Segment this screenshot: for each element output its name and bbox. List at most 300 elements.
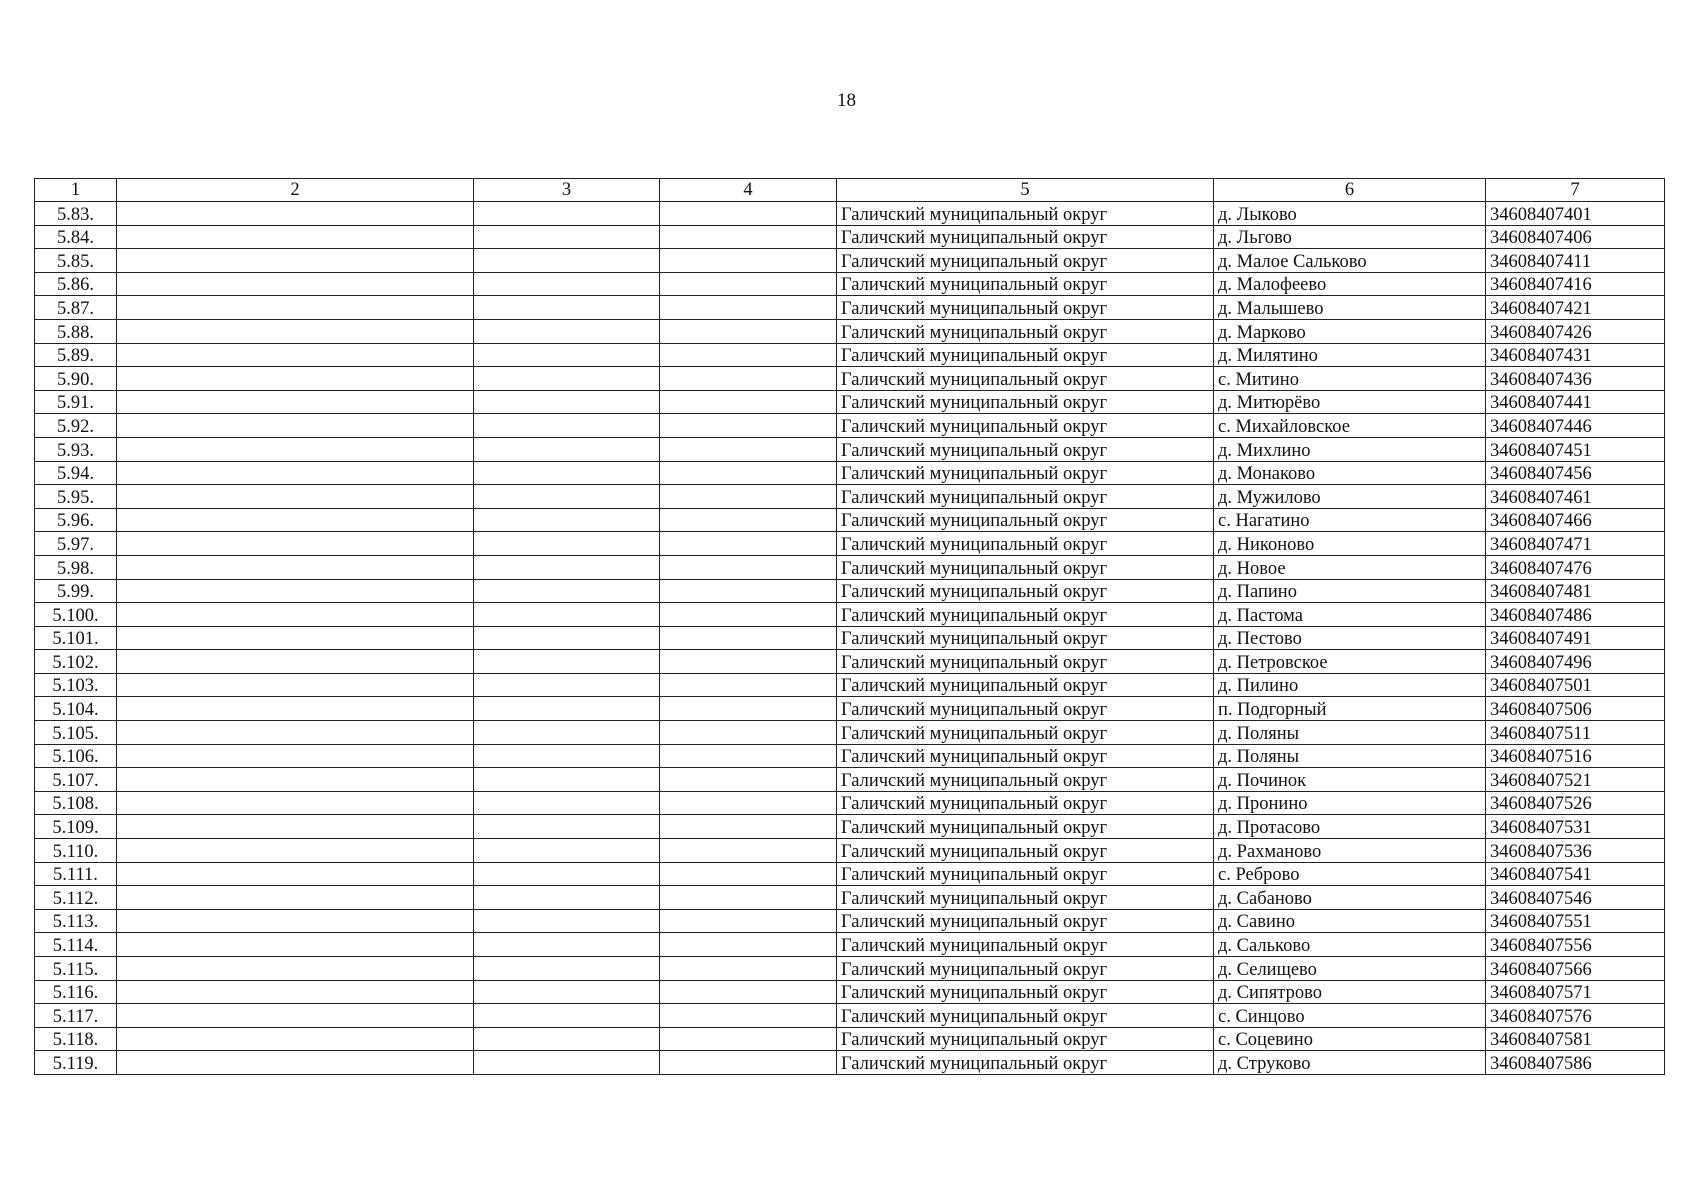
empty-cell-3 bbox=[474, 272, 660, 296]
oktmo-code-cell: 34608407511 bbox=[1486, 721, 1665, 745]
row-number-cell: 5.105. bbox=[35, 721, 117, 745]
empty-cell-2 bbox=[117, 791, 474, 815]
district-cell: Галичский муниципальный округ bbox=[837, 319, 1214, 343]
row-number-cell: 5.108. bbox=[35, 791, 117, 815]
district-cell: Галичский муниципальный округ bbox=[837, 957, 1214, 981]
district-cell: Галичский муниципальный округ bbox=[837, 461, 1214, 485]
empty-cell-3 bbox=[474, 225, 660, 249]
district-cell: Галичский муниципальный округ bbox=[837, 721, 1214, 745]
empty-cell-4 bbox=[660, 957, 837, 981]
empty-cell-2 bbox=[117, 461, 474, 485]
empty-cell-2 bbox=[117, 909, 474, 933]
empty-cell-2 bbox=[117, 202, 474, 226]
district-cell: Галичский муниципальный округ bbox=[837, 367, 1214, 391]
oktmo-code-cell: 34608407426 bbox=[1486, 319, 1665, 343]
row-number-cell: 5.119. bbox=[35, 1051, 117, 1075]
empty-cell-3 bbox=[474, 343, 660, 367]
oktmo-code-cell: 34608407526 bbox=[1486, 791, 1665, 815]
empty-cell-4 bbox=[660, 768, 837, 792]
empty-cell-2 bbox=[117, 319, 474, 343]
locality-cell: д. Пастома bbox=[1214, 603, 1486, 627]
empty-cell-3 bbox=[474, 650, 660, 674]
column-header-4: 4 bbox=[660, 179, 837, 202]
row-number-cell: 5.87. bbox=[35, 296, 117, 320]
oktmo-code-cell: 34608407401 bbox=[1486, 202, 1665, 226]
district-cell: Галичский муниципальный округ bbox=[837, 579, 1214, 603]
district-cell: Галичский муниципальный округ bbox=[837, 650, 1214, 674]
locality-cell: д. Поляны bbox=[1214, 721, 1486, 745]
empty-cell-3 bbox=[474, 744, 660, 768]
oktmo-code-cell: 34608407436 bbox=[1486, 367, 1665, 391]
oktmo-code-cell: 34608407431 bbox=[1486, 343, 1665, 367]
locality-cell: д. Михлино bbox=[1214, 437, 1486, 461]
row-number-cell: 5.88. bbox=[35, 319, 117, 343]
row-number-cell: 5.86. bbox=[35, 272, 117, 296]
oktmo-code-cell: 34608407496 bbox=[1486, 650, 1665, 674]
district-cell: Галичский муниципальный округ bbox=[837, 532, 1214, 556]
empty-cell-4 bbox=[660, 508, 837, 532]
oktmo-code-cell: 34608407411 bbox=[1486, 249, 1665, 273]
empty-cell-2 bbox=[117, 768, 474, 792]
empty-cell-4 bbox=[660, 744, 837, 768]
table-row bbox=[35, 296, 1665, 320]
empty-cell-3 bbox=[474, 603, 660, 627]
oktmo-code-cell: 34608407551 bbox=[1486, 909, 1665, 933]
locality-cell: д. Монаково bbox=[1214, 461, 1486, 485]
row-number-cell: 5.115. bbox=[35, 957, 117, 981]
empty-cell-2 bbox=[117, 815, 474, 839]
row-number-cell: 5.99. bbox=[35, 579, 117, 603]
empty-cell-4 bbox=[660, 886, 837, 910]
oktmo-code-cell: 34608407421 bbox=[1486, 296, 1665, 320]
empty-cell-2 bbox=[117, 343, 474, 367]
empty-cell-3 bbox=[474, 1004, 660, 1028]
empty-cell-3 bbox=[474, 390, 660, 414]
empty-cell-4 bbox=[660, 343, 837, 367]
empty-cell-4 bbox=[660, 697, 837, 721]
table-row bbox=[35, 603, 1665, 627]
oktmo-code-cell: 34608407416 bbox=[1486, 272, 1665, 296]
table-row bbox=[35, 579, 1665, 603]
oktmo-code-cell: 34608407546 bbox=[1486, 886, 1665, 910]
district-cell: Галичский муниципальный округ bbox=[837, 744, 1214, 768]
empty-cell-4 bbox=[660, 249, 837, 273]
empty-cell-2 bbox=[117, 603, 474, 627]
empty-cell-4 bbox=[660, 603, 837, 627]
empty-cell-4 bbox=[660, 909, 837, 933]
row-number-cell: 5.84. bbox=[35, 225, 117, 249]
empty-cell-2 bbox=[117, 1051, 474, 1075]
locality-cell: с. Синцово bbox=[1214, 1004, 1486, 1028]
table-row bbox=[35, 839, 1665, 863]
empty-cell-4 bbox=[660, 933, 837, 957]
empty-cell-3 bbox=[474, 1051, 660, 1075]
empty-cell-3 bbox=[474, 626, 660, 650]
empty-cell-4 bbox=[660, 225, 837, 249]
locality-cell: д. Селищево bbox=[1214, 957, 1486, 981]
empty-cell-2 bbox=[117, 980, 474, 1004]
empty-cell-2 bbox=[117, 414, 474, 438]
empty-cell-2 bbox=[117, 579, 474, 603]
oktmo-code-cell: 34608407581 bbox=[1486, 1027, 1665, 1051]
empty-cell-4 bbox=[660, 815, 837, 839]
row-number-cell: 5.106. bbox=[35, 744, 117, 768]
table-row bbox=[35, 532, 1665, 556]
empty-cell-4 bbox=[660, 579, 837, 603]
empty-cell-3 bbox=[474, 721, 660, 745]
oktmo-code-cell: 34608407476 bbox=[1486, 555, 1665, 579]
table-row bbox=[35, 909, 1665, 933]
locality-cell: с. Нагатино bbox=[1214, 508, 1486, 532]
empty-cell-4 bbox=[660, 1027, 837, 1051]
row-number-cell: 5.89. bbox=[35, 343, 117, 367]
locality-cell: д. Протасово bbox=[1214, 815, 1486, 839]
empty-cell-2 bbox=[117, 225, 474, 249]
empty-cell-3 bbox=[474, 839, 660, 863]
row-number-cell: 5.116. bbox=[35, 980, 117, 1004]
table-row bbox=[35, 437, 1665, 461]
locality-cell: с. Митино bbox=[1214, 367, 1486, 391]
empty-cell-2 bbox=[117, 508, 474, 532]
district-cell: Галичский муниципальный округ bbox=[837, 296, 1214, 320]
empty-cell-2 bbox=[117, 1004, 474, 1028]
empty-cell-4 bbox=[660, 673, 837, 697]
empty-cell-3 bbox=[474, 957, 660, 981]
locality-cell: д. Никоново bbox=[1214, 532, 1486, 556]
column-header-3: 3 bbox=[474, 179, 660, 202]
locality-cell: д. Сальково bbox=[1214, 933, 1486, 957]
locality-cell: д. Петровское bbox=[1214, 650, 1486, 674]
district-cell: Галичский муниципальный округ bbox=[837, 886, 1214, 910]
table-row bbox=[35, 768, 1665, 792]
empty-cell-2 bbox=[117, 957, 474, 981]
row-number-cell: 5.94. bbox=[35, 461, 117, 485]
district-cell: Галичский муниципальный округ bbox=[837, 697, 1214, 721]
empty-cell-3 bbox=[474, 815, 660, 839]
table-body bbox=[35, 202, 1665, 1075]
empty-cell-4 bbox=[660, 414, 837, 438]
oktmo-code-cell: 34608407486 bbox=[1486, 603, 1665, 627]
table-row bbox=[35, 272, 1665, 296]
empty-cell-4 bbox=[660, 555, 837, 579]
empty-cell-4 bbox=[660, 272, 837, 296]
row-number-cell: 5.111. bbox=[35, 862, 117, 886]
table-row bbox=[35, 650, 1665, 674]
row-number-cell: 5.114. bbox=[35, 933, 117, 957]
locality-cell: д. Мужилово bbox=[1214, 485, 1486, 509]
empty-cell-3 bbox=[474, 791, 660, 815]
empty-cell-3 bbox=[474, 319, 660, 343]
oktmo-code-cell: 34608407481 bbox=[1486, 579, 1665, 603]
empty-cell-4 bbox=[660, 980, 837, 1004]
oktmo-code-cell: 34608407556 bbox=[1486, 933, 1665, 957]
empty-cell-3 bbox=[474, 414, 660, 438]
empty-cell-2 bbox=[117, 485, 474, 509]
locality-cell: д. Поляны bbox=[1214, 744, 1486, 768]
empty-cell-3 bbox=[474, 508, 660, 532]
oktmo-code-cell: 34608407471 bbox=[1486, 532, 1665, 556]
table-row bbox=[35, 390, 1665, 414]
table-row bbox=[35, 933, 1665, 957]
row-number-cell: 5.93. bbox=[35, 437, 117, 461]
locality-cell: с. Михайловское bbox=[1214, 414, 1486, 438]
district-cell: Галичский муниципальный округ bbox=[837, 555, 1214, 579]
oktmo-code-cell: 34608407456 bbox=[1486, 461, 1665, 485]
district-cell: Галичский муниципальный округ bbox=[837, 768, 1214, 792]
district-cell: Галичский муниципальный округ bbox=[837, 673, 1214, 697]
table-row bbox=[35, 744, 1665, 768]
table-row bbox=[35, 721, 1665, 745]
table-row bbox=[35, 202, 1665, 226]
oktmo-code-cell: 34608407536 bbox=[1486, 839, 1665, 863]
table-row bbox=[35, 626, 1665, 650]
empty-cell-2 bbox=[117, 744, 474, 768]
row-number-cell: 5.85. bbox=[35, 249, 117, 273]
locality-cell: с. Реброво bbox=[1214, 862, 1486, 886]
table-row bbox=[35, 225, 1665, 249]
oktmo-code-cell: 34608407566 bbox=[1486, 957, 1665, 981]
locality-cell: д. Пилино bbox=[1214, 673, 1486, 697]
empty-cell-4 bbox=[660, 367, 837, 391]
row-number-cell: 5.103. bbox=[35, 673, 117, 697]
locality-cell: д. Сипятрово bbox=[1214, 980, 1486, 1004]
table-row bbox=[35, 414, 1665, 438]
empty-cell-3 bbox=[474, 437, 660, 461]
table-row bbox=[35, 862, 1665, 886]
row-number-cell: 5.104. bbox=[35, 697, 117, 721]
column-header-1: 1 bbox=[35, 179, 117, 202]
row-number-cell: 5.83. bbox=[35, 202, 117, 226]
row-number-cell: 5.97. bbox=[35, 532, 117, 556]
locality-cell: д. Митюрёво bbox=[1214, 390, 1486, 414]
empty-cell-3 bbox=[474, 1027, 660, 1051]
oktmo-code-cell: 34608407441 bbox=[1486, 390, 1665, 414]
empty-cell-4 bbox=[660, 626, 837, 650]
oktmo-code-cell: 34608407461 bbox=[1486, 485, 1665, 509]
empty-cell-3 bbox=[474, 886, 660, 910]
row-number-cell: 5.112. bbox=[35, 886, 117, 910]
oktmo-code-cell: 34608407491 bbox=[1486, 626, 1665, 650]
empty-cell-3 bbox=[474, 202, 660, 226]
oktmo-code-cell: 34608407576 bbox=[1486, 1004, 1665, 1028]
row-number-cell: 5.98. bbox=[35, 555, 117, 579]
locality-cell: д. Лыково bbox=[1214, 202, 1486, 226]
empty-cell-3 bbox=[474, 768, 660, 792]
row-number-cell: 5.96. bbox=[35, 508, 117, 532]
empty-cell-3 bbox=[474, 461, 660, 485]
locality-cell: д. Пестово bbox=[1214, 626, 1486, 650]
empty-cell-2 bbox=[117, 249, 474, 273]
empty-cell-3 bbox=[474, 296, 660, 320]
row-number-cell: 5.113. bbox=[35, 909, 117, 933]
district-cell: Галичский муниципальный округ bbox=[837, 626, 1214, 650]
table-row bbox=[35, 697, 1665, 721]
empty-cell-3 bbox=[474, 579, 660, 603]
empty-cell-3 bbox=[474, 909, 660, 933]
oktmo-code-cell: 34608407406 bbox=[1486, 225, 1665, 249]
table-header-row bbox=[35, 179, 1665, 202]
empty-cell-3 bbox=[474, 980, 660, 1004]
empty-cell-3 bbox=[474, 697, 660, 721]
district-cell: Галичский муниципальный округ bbox=[837, 839, 1214, 863]
empty-cell-2 bbox=[117, 1027, 474, 1051]
district-cell: Галичский муниципальный округ bbox=[837, 1004, 1214, 1028]
oktmo-code-cell: 34608407451 bbox=[1486, 437, 1665, 461]
row-number-cell: 5.90. bbox=[35, 367, 117, 391]
district-cell: Галичский муниципальный округ bbox=[837, 414, 1214, 438]
empty-cell-2 bbox=[117, 650, 474, 674]
table-row bbox=[35, 1027, 1665, 1051]
empty-cell-2 bbox=[117, 839, 474, 863]
row-number-cell: 5.107. bbox=[35, 768, 117, 792]
empty-cell-4 bbox=[660, 296, 837, 320]
table-row bbox=[35, 791, 1665, 815]
table-row bbox=[35, 319, 1665, 343]
district-cell: Галичский муниципальный округ bbox=[837, 202, 1214, 226]
oktmo-code-cell: 34608407506 bbox=[1486, 697, 1665, 721]
empty-cell-4 bbox=[660, 839, 837, 863]
empty-cell-2 bbox=[117, 673, 474, 697]
locality-cell: д. Починок bbox=[1214, 768, 1486, 792]
column-header-2: 2 bbox=[117, 179, 474, 202]
empty-cell-4 bbox=[660, 791, 837, 815]
table-row bbox=[35, 555, 1665, 579]
district-cell: Галичский муниципальный округ bbox=[837, 909, 1214, 933]
empty-cell-3 bbox=[474, 555, 660, 579]
empty-cell-4 bbox=[660, 485, 837, 509]
locality-cell: д. Милятино bbox=[1214, 343, 1486, 367]
table-row bbox=[35, 249, 1665, 273]
empty-cell-4 bbox=[660, 319, 837, 343]
locality-cell: д. Савино bbox=[1214, 909, 1486, 933]
locality-cell: д. Рахманово bbox=[1214, 839, 1486, 863]
district-cell: Галичский муниципальный округ bbox=[837, 249, 1214, 273]
table-row bbox=[35, 508, 1665, 532]
district-cell: Галичский муниципальный округ bbox=[837, 437, 1214, 461]
row-number-cell: 5.92. bbox=[35, 414, 117, 438]
oktmo-code-cell: 34608407586 bbox=[1486, 1051, 1665, 1075]
empty-cell-2 bbox=[117, 532, 474, 556]
empty-cell-4 bbox=[660, 532, 837, 556]
oktmo-code-cell: 34608407446 bbox=[1486, 414, 1665, 438]
table-row bbox=[35, 1004, 1665, 1028]
district-cell: Галичский муниципальный округ bbox=[837, 485, 1214, 509]
district-cell: Галичский муниципальный округ bbox=[837, 225, 1214, 249]
locality-cell: д. Малое Сальково bbox=[1214, 249, 1486, 273]
table-row bbox=[35, 343, 1665, 367]
locality-cell: д. Пронино bbox=[1214, 791, 1486, 815]
empty-cell-4 bbox=[660, 390, 837, 414]
row-number-cell: 5.100. bbox=[35, 603, 117, 627]
column-header-7: 7 bbox=[1486, 179, 1665, 202]
empty-cell-4 bbox=[660, 202, 837, 226]
oktmo-code-cell: 34608407501 bbox=[1486, 673, 1665, 697]
locality-cell: д. Льгово bbox=[1214, 225, 1486, 249]
empty-cell-2 bbox=[117, 721, 474, 745]
district-cell: Галичский муниципальный округ bbox=[837, 272, 1214, 296]
locality-cell: д. Новое bbox=[1214, 555, 1486, 579]
empty-cell-3 bbox=[474, 673, 660, 697]
row-number-cell: 5.110. bbox=[35, 839, 117, 863]
district-cell: Галичский муниципальный округ bbox=[837, 791, 1214, 815]
locality-cell: с. Соцевино bbox=[1214, 1027, 1486, 1051]
locality-cell: д. Папино bbox=[1214, 579, 1486, 603]
empty-cell-2 bbox=[117, 697, 474, 721]
column-header-5: 5 bbox=[837, 179, 1214, 202]
oktmo-code-cell: 34608407521 bbox=[1486, 768, 1665, 792]
locality-cell: п. Подгорный bbox=[1214, 697, 1486, 721]
table-row bbox=[35, 886, 1665, 910]
empty-cell-3 bbox=[474, 485, 660, 509]
empty-cell-2 bbox=[117, 862, 474, 886]
empty-cell-4 bbox=[660, 1051, 837, 1075]
district-cell: Галичский муниципальный округ bbox=[837, 980, 1214, 1004]
table-row bbox=[35, 815, 1665, 839]
row-number-cell: 5.118. bbox=[35, 1027, 117, 1051]
table-row bbox=[35, 461, 1665, 485]
empty-cell-2 bbox=[117, 272, 474, 296]
table-row bbox=[35, 980, 1665, 1004]
settlements-table bbox=[34, 178, 1665, 1075]
district-cell: Галичский муниципальный округ bbox=[837, 1051, 1214, 1075]
table-row bbox=[35, 1051, 1665, 1075]
empty-cell-2 bbox=[117, 555, 474, 579]
district-cell: Галичский муниципальный округ bbox=[837, 508, 1214, 532]
oktmo-code-cell: 34608407516 bbox=[1486, 744, 1665, 768]
row-number-cell: 5.117. bbox=[35, 1004, 117, 1028]
empty-cell-2 bbox=[117, 296, 474, 320]
empty-cell-2 bbox=[117, 933, 474, 957]
column-header-6: 6 bbox=[1214, 179, 1486, 202]
row-number-cell: 5.102. bbox=[35, 650, 117, 674]
district-cell: Галичский муниципальный округ bbox=[837, 603, 1214, 627]
locality-cell: д. Марково bbox=[1214, 319, 1486, 343]
empty-cell-2 bbox=[117, 390, 474, 414]
empty-cell-3 bbox=[474, 249, 660, 273]
table-row bbox=[35, 957, 1665, 981]
oktmo-code-cell: 34608407571 bbox=[1486, 980, 1665, 1004]
empty-cell-4 bbox=[660, 437, 837, 461]
page-number: 18 bbox=[837, 90, 856, 111]
district-cell: Галичский муниципальный округ bbox=[837, 862, 1214, 886]
table-row bbox=[35, 367, 1665, 391]
empty-cell-2 bbox=[117, 437, 474, 461]
table-row bbox=[35, 485, 1665, 509]
district-cell: Галичский муниципальный округ bbox=[837, 343, 1214, 367]
empty-cell-3 bbox=[474, 532, 660, 556]
row-number-cell: 5.95. bbox=[35, 485, 117, 509]
district-cell: Галичский муниципальный округ bbox=[837, 815, 1214, 839]
empty-cell-4 bbox=[660, 862, 837, 886]
locality-cell: д. Струково bbox=[1214, 1051, 1486, 1075]
district-cell: Галичский муниципальный округ bbox=[837, 390, 1214, 414]
empty-cell-4 bbox=[660, 721, 837, 745]
empty-cell-4 bbox=[660, 461, 837, 485]
district-cell: Галичский муниципальный округ bbox=[837, 933, 1214, 957]
empty-cell-2 bbox=[117, 367, 474, 391]
district-cell: Галичский муниципальный округ bbox=[837, 1027, 1214, 1051]
empty-cell-4 bbox=[660, 650, 837, 674]
table-row bbox=[35, 673, 1665, 697]
locality-cell: д. Малышево bbox=[1214, 296, 1486, 320]
empty-cell-4 bbox=[660, 1004, 837, 1028]
empty-cell-3 bbox=[474, 933, 660, 957]
locality-cell: д. Сабаново bbox=[1214, 886, 1486, 910]
row-number-cell: 5.109. bbox=[35, 815, 117, 839]
oktmo-code-cell: 34608407541 bbox=[1486, 862, 1665, 886]
empty-cell-3 bbox=[474, 862, 660, 886]
empty-cell-3 bbox=[474, 367, 660, 391]
